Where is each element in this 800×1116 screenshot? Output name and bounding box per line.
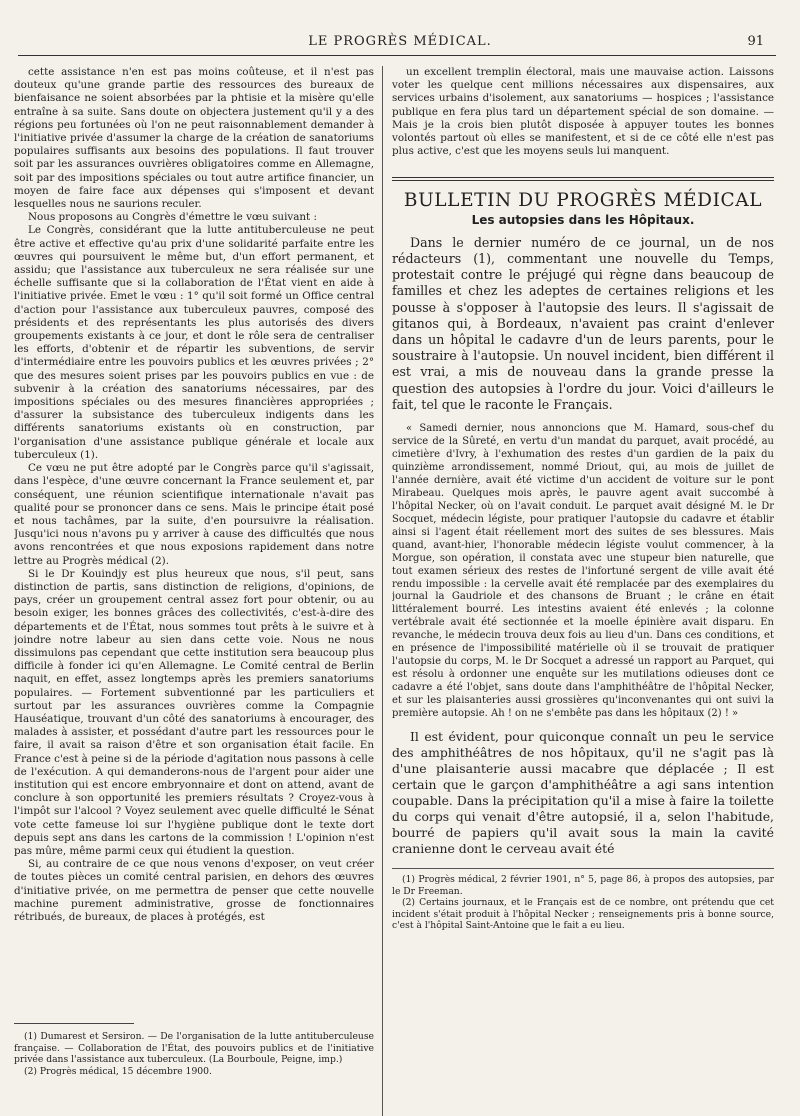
bulletin-title: BULLETIN DU PROGRÈS MÉDICAL: [403, 190, 763, 212]
left-column: [14, 66, 374, 1106]
paragraph: Il est évident, pour quiconque connaît un peu le service des amphithéâtres de nos hôpitaux, qu'il ne s'agit pas là d'une plaisanterie aussi macabre que déplacée ; Il est certain que le garçon d'amphithéâtre a agi sans intention coupable. Dans la précipitation qu'il a mise à faire la toilette du corps qui venait d'être autopsié, il a, selon l'habitude, bourré de papiers qu'il avait sous la main la cavité cranienne dont le cerveau avait été: [392, 728, 774, 856]
paragraph: cette assistance n'en est pas moins coûteuse, et il n'est pas douteux qu'une grande partie des ressources des bureaux de bienfaisance ne soient absorbées par la phtisie et la misère qu'elle entraîne à sa suite. Sans doute on objectera justement qu'il y a des régions peu fortunées où l'on ne peut raisonnablement demander à l'initiative privée d'assumer la charge de la création de sanatoriums populaires suffisants aux besoins des populations. Il faut trouver soit par les assurances ouvrières obligatoires comme en Allemagne, soit par des impositions spéciales ou tout autre artifice financier, un moyen de faire face aux dépenses qui s'imposent et devant lesquelles nous ne saurions reculer.: [14, 66, 374, 211]
paragraph: un excellent tremplin électoral, mais une mauvaise action. Laissons voter les quelque cent millions nécessaires aux dispensaires, aux services urbains d'isolement, aux sanatoriums — hospices ; l'assistance publique en fera plus tard un département spécial de son domaine. — Mais je la crois bien plutôt disposée à appuyer toutes les bonnes volontés partout où elles se manifestent, et si de ce côté elle n'est pas plus active, c'est que les moyens seuls lui manquent.: [392, 66, 774, 158]
paragraph: Si, au contraire de ce que nous venons d'exposer, on veut créer de toutes pièces un comité central parisien, en dehors des œuvres d'initiative privée, on me permettra de penser que cette nouvelle machine purement administrative, grosse de fonctionnaires rétribués, de bureaux, de places à protégés, est: [14, 858, 374, 923]
paragraph: Le Congrès, considérant que la lutte antituberculeuse ne peut être active et effective qu'au prix d'une solidarité parfaite entre les œuvres qui poursuivent le même but, d'un effort permanent, et assidu; que l'assistance aux tuberculeux ne sera réalisée sur une échelle suffisante que si la collaboration de l'État vient en aide à l'initiative privée. Emet le vœu : 1° qu'il soit formé un Office central d'action pour l'assistance aux tuberculeux pauvres, composé des présidents et des représentants les plus autorisés des divers groupements existants à ce jour, et dont le rôle sera de centraliser les efforts, d'obtenir et de répartir les subventions, de servir d'intermédiaire entre les pouvoirs publics et les œuvres privées ; 2° que des mesures soient prises par les pouvoirs publics en vue : de subvenir à la création des sanatoriums nécessaires, par des impositions spéciales ou des mesures financières appropriées ; d'assurer la subsistance des tuberculeux indigents dans les différents sanatoriums existants où en construction, par l'organisation d'une assistance publique générale et locale aux tuberculeux (1).: [14, 224, 374, 461]
right-column: [392, 66, 774, 1106]
paragraph: Si le Dr Kouindjy est plus heureux que nous, s'il peut, sans distinction de partis, sans distinction de religions, d'opinions, de pays, créer un groupement central assez fort pour obtenir, ou au besoin exiger, les bonnes grâces des collectivités, c'est-à-dire des départements et de l'État, nous sommes tout prêts à le suivre et à joindre notre labeur au sien dans cette voie. Nous ne nous dissimulons pas cependant que cette institution sera beaucoup plus difficile à fonder ici qu'en Allemagne. Le Comité central de Berlin naquit, en effet, assez longtemps après les premiers sanatoriums populaires. — Fortement subventionné par les particuliers et surtout par les assurances ouvrières comme la Compagnie Hauséatique, trouvant d'un côté des sanatoriums à encourager, des malades à assister, et possédant d'autre part les ressources pour le faire, il avait sa raison d'être et son organisation était facile. En France c'est à peine si de la période d'agitation nous passons à celle de l'exécution. A qui demanderons-nous de l'argent pour aider une institution qui est encore embryonnaire et dont on attend, avant de conclure à son opportunité les premiers résultats ? Croyez-vous à l'impôt sur l'alcool ? Voyez seulement avec quelle difficulté le Sénat vote cette fameuse loi sur l'hygiène publique dont le texte dort depuis sept ans dans les cartons de la commission ! L'opinion n'est pas mûre, même parmi ceux qui étudient la question.: [14, 567, 374, 857]
journal-title: LE PROGRÈS MÉDICAL.: [308, 34, 492, 49]
paragraph: Nous proposons au Congrès d'émettre le vœu suivant :: [28, 211, 317, 224]
section-title: Les autopsies dans les Hôpitaux.: [471, 212, 695, 227]
footnote: (2) Certains journaux, et le Français est de ce nombre, ont prétendu que cet incident s'était produit à l'hôpital Necker ; renseignements pris à bonne source, c'est à l'hôpital Saint-Antoine que le fait a eu lieu.: [392, 897, 774, 932]
footnote: (1) Dumarest et Sersiron. — De l'organisation de la lutte antituberculeuse française. — Collaboration de l'État, des pouvoirs publics et de l'initiative privée dans l'assistance aux tuberculeux. (La Bourboule, Peigne, imp.): [14, 1031, 374, 1066]
section-separator: [392, 177, 774, 181]
left-footnotes: [14, 1031, 374, 1077]
lead-text: [392, 235, 774, 413]
page-number: 91: [747, 34, 764, 49]
left-main-text: [14, 66, 374, 1014]
commentary-text: [392, 729, 774, 857]
header-rule: [18, 55, 776, 56]
running-head: [0, 34, 800, 52]
paragraph: Dans le dernier numéro de ce journal, un de nos rédacteurs (1), commentant une nouvelle du Temps, protestait contre le préjugé qui règne dans beaucoup de familles et chez les adeptes de certaines religions et les pousse à s'opposer à l'autopsie des leurs. Il s'agissait de gitanos qui, à Bordeaux, n'avaient pas craint d'enlever dans un hôpital le cadavre d'un de leurs parents, pour le soustraire à l'autopsie. Un nouvel incident, bien différent il est vrai, a mis de nouveau dans la grande presse la question des autopsies à l'ordre du jour. Voici d'ailleurs le fait, tel que le raconte le Français.: [392, 234, 774, 412]
right-footnotes: [392, 868, 774, 932]
column-divider: [382, 66, 383, 1116]
paragraph: Ce vœu ne put être adopté par le Congrès parce qu'il s'agissait, dans l'espèce, d'une œuvre concernant la France seulement et, par conséquent, une réunion scientifique internationale n'avait pas qualité pour se prononcer dans ce sens. Mais le principe était posé et nous tachâmes, par la suite, d'en poursuivre la réalisation. Jusqu'ici nous n'avons pu y arriver à cause des difficultés que nous avons rencontrées et que nous exposions rapidement dans notre lettre au Progrès médical (2).: [14, 462, 374, 567]
quoted-article: [392, 423, 774, 721]
footnote: (1) Progrès médical, 2 février 1901, n° 5, page 86, à propos des autopsies, par le Dr Freeman.: [392, 873, 774, 897]
quote-paragraph: « Samedi dernier, nous annoncions que M. Hamard, sous-chef du service de la Sûreté, en vertu d'un mandat du parquet, avait procédé, au cimetière d'Ivry, à l'exhumation des restes d'un gardien de la paix du quinzième arrondissement, nommé Driout, qui, au mois de juillet de l'année dernière, avait été victime d'un accident de voiture sur le pont Mirabeau. Quelques mois après, le pauvre agent avait succombé à l'hôpital Necker, où on l'avait conduit. Le parquet avait désigné M. le Dr Socquet, médecin légiste, pour pratiquer l'autopsie du cadavre et établir ainsi si l'agent était réellement mort des suites de ses blessures. Mais quand, avant-hier, l'honorable médecin légiste voulut commencer, à la Morgue, son opération, il constata avec une stupeur bien naturelle, que tout examen sérieux des restes de l'infortuné sergent de ville avait été rendu impossible : la cervelle avait été remplacée par des exemplaires du journal la Gaudriole et des chansons de Bruant ; le crâne en était littéralement bourré. Les intestins avaient été enlevés ; la colonne vertébrale avait été sectionnée et la moelle épinière avait disparu. En revanche, le médecin trouva deux fois au lieu d'un. Dans ces conditions, et en présence de l'impossibilité matérielle où il se trouvait de pratiquer l'autopsie du corps, M. le Dr Socquet a adressé un rapport au Parquet, qui est résolu à ordonner une enquête sur les mutilations odieuses dont ce cadavre a été l'objet, sans doute dans l'amphithéâtre de l'hôpital Necker, et sur les plaisanteries aussi grossières qu'inconvenantes qui ont suivi la première autopsie. Ah ! on ne s'embête pas dans les hôpitaux (2) ! »: [392, 423, 774, 720]
footnote: (2) Progrès médical, 15 décembre 1900.: [24, 1065, 212, 1077]
footnote-rule: [14, 1023, 134, 1024]
